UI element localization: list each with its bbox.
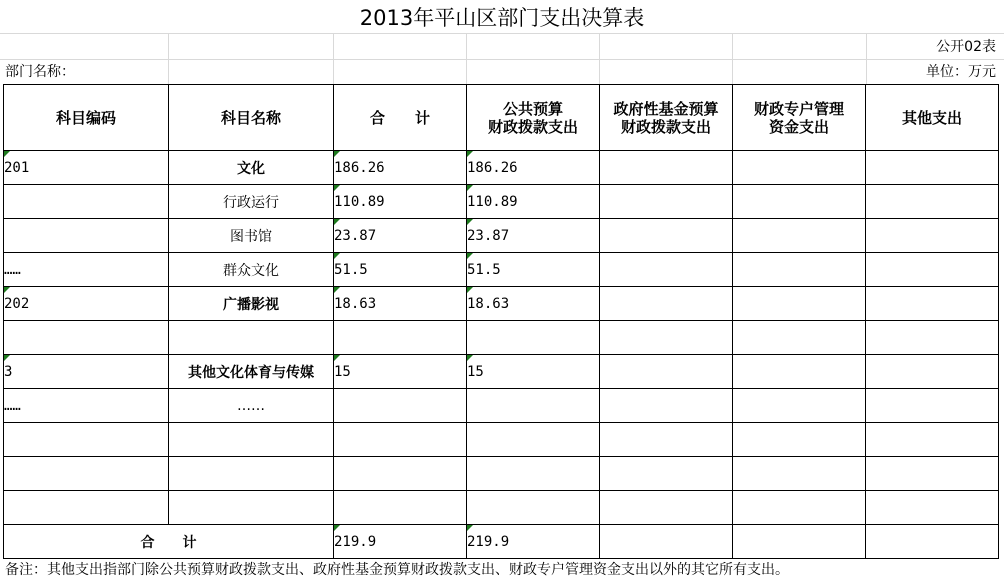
total-public-cell[interactable] xyxy=(467,525,600,559)
total-text: 51.5 xyxy=(334,261,368,278)
table-row xyxy=(4,423,999,457)
total-cell[interactable] xyxy=(334,321,467,355)
error-indicator-icon xyxy=(4,287,10,293)
error-indicator-icon xyxy=(4,151,10,157)
public-budget-cell[interactable] xyxy=(467,355,600,389)
other-cell[interactable] xyxy=(866,491,999,525)
total-label-cell[interactable] xyxy=(4,525,334,559)
public-budget-cell[interactable] xyxy=(467,423,600,457)
header-row xyxy=(4,85,999,151)
other-cell[interactable] xyxy=(866,219,999,253)
header-label: 其他支出 xyxy=(901,108,962,127)
public-budget-text: 18.63 xyxy=(467,295,510,312)
total-cell[interactable] xyxy=(334,389,467,423)
table-row xyxy=(4,321,999,355)
total-text: 18.63 xyxy=(334,295,377,312)
public-budget-text: 23.87 xyxy=(467,227,510,244)
name-cell[interactable] xyxy=(169,287,334,321)
name-text: 其他文化体育与传媒 xyxy=(188,364,314,381)
public-budget-cell[interactable] xyxy=(467,457,600,491)
fund-budget-cell[interactable] xyxy=(600,457,733,491)
code-cell[interactable] xyxy=(4,491,169,525)
total-label: 合 计 xyxy=(140,534,197,551)
error-indicator-icon xyxy=(334,525,340,531)
name-cell[interactable] xyxy=(169,355,334,389)
code-cell[interactable] xyxy=(4,321,169,355)
sheet-gridline xyxy=(333,33,334,84)
name-text: 广播影视 xyxy=(223,296,279,313)
error-indicator-icon xyxy=(334,219,340,225)
total-fund-cell[interactable] xyxy=(600,525,733,559)
expenditure-table xyxy=(3,84,999,559)
header-label: 财政专户管理 资金支出 xyxy=(753,99,844,136)
header-cell[interactable] xyxy=(169,85,334,151)
fund-budget-cell[interactable] xyxy=(600,355,733,389)
sheet-gridline xyxy=(732,33,733,84)
error-indicator-icon xyxy=(334,185,340,191)
public-budget-text: 15 xyxy=(467,363,484,380)
code-text: …… xyxy=(4,397,21,414)
other-cell[interactable] xyxy=(866,151,999,185)
error-indicator-icon xyxy=(467,253,473,259)
total-cell[interactable] xyxy=(334,423,467,457)
sheet-gridline xyxy=(0,59,1004,60)
special-account-cell[interactable] xyxy=(733,185,866,219)
fund-budget-cell[interactable] xyxy=(600,389,733,423)
table-row xyxy=(4,287,999,321)
public-budget-cell[interactable] xyxy=(467,321,600,355)
table-row xyxy=(4,491,999,525)
fund-budget-cell[interactable] xyxy=(600,185,733,219)
code-text: 202 xyxy=(4,295,30,312)
table-row xyxy=(4,185,999,219)
name-cell[interactable] xyxy=(169,253,334,287)
public-budget-text: 110.89 xyxy=(467,193,518,210)
name-cell[interactable] xyxy=(169,457,334,491)
other-cell[interactable] xyxy=(866,253,999,287)
fund-budget-cell[interactable] xyxy=(600,287,733,321)
name-cell[interactable] xyxy=(169,321,334,355)
total-special-cell[interactable] xyxy=(733,525,866,559)
code-text: 3 xyxy=(4,363,13,380)
special-account-cell[interactable] xyxy=(733,457,866,491)
unit-label: 单位：万元 xyxy=(926,64,996,80)
total-cell[interactable] xyxy=(334,151,467,185)
header-cell[interactable] xyxy=(467,85,600,151)
code-cell[interactable] xyxy=(4,151,169,185)
other-cell[interactable] xyxy=(866,185,999,219)
fund-budget-cell[interactable] xyxy=(600,423,733,457)
total-public: 219.9 xyxy=(467,533,510,550)
error-indicator-icon xyxy=(334,253,340,259)
name-text: 行政运行 xyxy=(223,194,279,211)
table-row xyxy=(4,151,999,185)
code-cell[interactable] xyxy=(4,457,169,491)
footnote: 备注：其他支出指部门除公共预算财政拨款支出、政府性基金预算财政拨款支出、财政专户管理资金支出以外的其它所有支出。 xyxy=(5,562,789,578)
fund-budget-cell[interactable] xyxy=(600,321,733,355)
name-cell[interactable] xyxy=(169,491,334,525)
form-number: 公开02表 xyxy=(936,39,996,55)
total-text: 23.87 xyxy=(334,227,377,244)
special-account-cell[interactable] xyxy=(733,287,866,321)
public-budget-cell[interactable] xyxy=(467,287,600,321)
total-amount: 219.9 xyxy=(334,533,377,550)
total-cell[interactable] xyxy=(334,457,467,491)
name-cell[interactable] xyxy=(169,151,334,185)
header-label: 公共预算 财政拨款支出 xyxy=(487,99,578,136)
error-indicator-icon xyxy=(467,185,473,191)
code-cell[interactable] xyxy=(4,253,169,287)
table-row xyxy=(4,355,999,389)
other-cell[interactable] xyxy=(866,321,999,355)
name-cell[interactable] xyxy=(169,219,334,253)
special-account-cell[interactable] xyxy=(733,423,866,457)
name-text: 群众文化 xyxy=(223,262,279,279)
name-text: 图书馆 xyxy=(230,228,272,245)
fund-budget-cell[interactable] xyxy=(600,219,733,253)
code-cell[interactable] xyxy=(4,185,169,219)
special-account-cell[interactable] xyxy=(733,491,866,525)
header-cell[interactable] xyxy=(4,85,169,151)
other-cell[interactable] xyxy=(866,389,999,423)
table-row xyxy=(4,457,999,491)
name-cell[interactable] xyxy=(169,423,334,457)
other-cell[interactable] xyxy=(866,287,999,321)
name-cell[interactable] xyxy=(169,389,334,423)
header-label: 科目编码 xyxy=(55,108,116,127)
fund-budget-cell[interactable] xyxy=(600,491,733,525)
header-cell[interactable] xyxy=(866,85,999,151)
sheet-gridline xyxy=(0,33,1004,34)
public-budget-cell[interactable] xyxy=(467,151,600,185)
department-label: 部门名称： xyxy=(5,64,75,80)
error-indicator-icon xyxy=(334,151,340,157)
header-cell[interactable] xyxy=(600,85,733,151)
header-cell[interactable] xyxy=(733,85,866,151)
sheet-gridline xyxy=(599,33,600,84)
special-account-cell[interactable] xyxy=(733,253,866,287)
error-indicator-icon xyxy=(334,355,340,361)
other-cell[interactable] xyxy=(866,355,999,389)
code-cell[interactable] xyxy=(4,219,169,253)
table-row xyxy=(4,389,999,423)
fund-budget-cell[interactable] xyxy=(600,253,733,287)
table-row xyxy=(4,253,999,287)
other-cell[interactable] xyxy=(866,457,999,491)
error-indicator-icon xyxy=(4,355,10,361)
total-row xyxy=(4,525,999,559)
sheet-gridline xyxy=(466,33,467,84)
table-body xyxy=(4,151,999,525)
name-text: …… xyxy=(237,397,265,414)
total-cell[interactable] xyxy=(334,185,467,219)
error-indicator-icon xyxy=(467,219,473,225)
special-account-cell[interactable] xyxy=(733,321,866,355)
special-account-cell[interactable] xyxy=(733,151,866,185)
total-cell[interactable] xyxy=(334,253,467,287)
public-budget-cell[interactable] xyxy=(467,219,600,253)
header-label: 科目名称 xyxy=(220,108,281,127)
header-cell[interactable] xyxy=(334,85,467,151)
header-label: 合 计 xyxy=(369,108,430,127)
header-label: 政府性基金预算 财政拨款支出 xyxy=(613,99,719,136)
total-text: 186.26 xyxy=(334,159,385,176)
code-cell[interactable] xyxy=(4,389,169,423)
code-text: …… xyxy=(4,261,21,278)
total-cell[interactable] xyxy=(334,287,467,321)
other-cell[interactable] xyxy=(866,423,999,457)
code-cell[interactable] xyxy=(4,423,169,457)
error-indicator-icon xyxy=(467,525,473,531)
public-budget-text: 51.5 xyxy=(467,261,501,278)
total-cell[interactable] xyxy=(334,355,467,389)
total-other-cell[interactable] xyxy=(866,525,999,559)
page-title: 2013年平山区部门支出决算表 xyxy=(359,6,645,30)
sheet-gridline xyxy=(168,33,169,84)
code-cell[interactable] xyxy=(4,355,169,389)
error-indicator-icon xyxy=(467,287,473,293)
total-amount-cell[interactable] xyxy=(334,525,467,559)
public-budget-cell[interactable] xyxy=(467,185,600,219)
error-indicator-icon xyxy=(467,355,473,361)
total-text: 15 xyxy=(334,363,351,380)
code-text: 201 xyxy=(4,159,30,176)
public-budget-cell[interactable] xyxy=(467,491,600,525)
error-indicator-icon xyxy=(334,287,340,293)
public-budget-cell[interactable] xyxy=(467,389,600,423)
code-cell[interactable] xyxy=(4,287,169,321)
total-cell[interactable] xyxy=(334,491,467,525)
fund-budget-cell[interactable] xyxy=(600,151,733,185)
special-account-cell[interactable] xyxy=(733,355,866,389)
name-text: 文化 xyxy=(237,160,265,177)
special-account-cell[interactable] xyxy=(733,389,866,423)
total-text: 110.89 xyxy=(334,193,385,210)
table-row xyxy=(4,219,999,253)
special-account-cell[interactable] xyxy=(733,219,866,253)
public-budget-cell[interactable] xyxy=(467,253,600,287)
name-cell[interactable] xyxy=(169,185,334,219)
sheet-gridline xyxy=(866,33,867,84)
total-cell[interactable] xyxy=(334,219,467,253)
error-indicator-icon xyxy=(467,151,473,157)
public-budget-text: 186.26 xyxy=(467,159,518,176)
